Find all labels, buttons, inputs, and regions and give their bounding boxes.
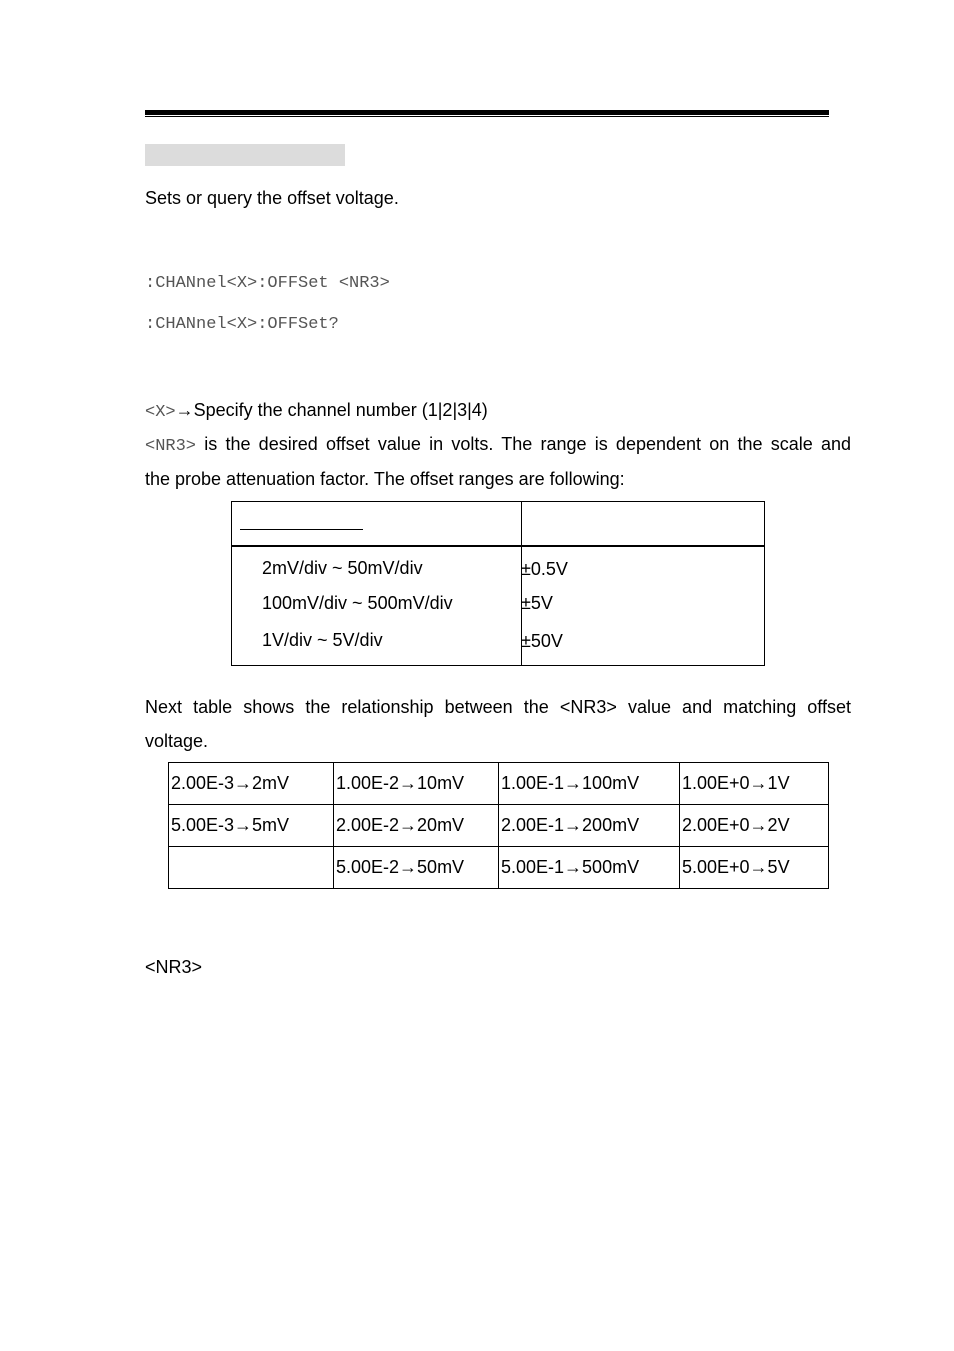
param-x-text: →Specify the channel number (1|2|3|4)	[175, 400, 488, 420]
table-cell: 5.00E-1→500mV	[499, 847, 680, 889]
range-value-2: ±5V	[521, 593, 553, 613]
table-row	[169, 805, 829, 847]
header-rule	[145, 110, 829, 115]
offset-range-table	[231, 501, 765, 666]
header-rule-thin	[145, 116, 829, 117]
section-heading-bar	[145, 144, 345, 166]
table-row	[169, 847, 829, 889]
range-scale-1: 2mV/div ~ 50mV/div	[262, 558, 423, 578]
relation-intro-line1: Next table shows the relationship between the <NR3> value and matching offset	[145, 697, 851, 717]
table-cell: 2.00E-1→200mV	[499, 805, 680, 847]
table-cell: 1.00E-1→100mV	[499, 763, 680, 805]
table-cell	[169, 847, 334, 889]
table-cell: 5.00E-2→50mV	[334, 847, 499, 889]
param-x-code: <X>	[145, 403, 176, 422]
header-underline	[240, 529, 363, 530]
table-cell: 2.00E-2→20mV	[334, 805, 499, 847]
table-cell: 1.00E+0→1V	[680, 763, 829, 805]
param-nr3-line1: <NR3> is the desired offset value in volts. The range is dependent on the scale and	[145, 434, 851, 456]
relation-intro-line2: voltage.	[145, 731, 209, 751]
relation-table	[168, 762, 829, 889]
syntax-set: :CHANnel<X>:OFFSet <NR3>	[145, 274, 390, 293]
return-format: <NR3>	[145, 957, 203, 977]
table-row	[169, 763, 829, 805]
range-scale-2: 100mV/div ~ 500mV/div	[262, 593, 453, 613]
table-cell: 2.00E+0→2V	[680, 805, 829, 847]
param-x	[145, 399, 488, 424]
param-nr3-line2: the probe attenuation factor. The offset ranges are following:	[145, 469, 625, 489]
range-value-3: ±50V	[521, 631, 563, 651]
table-cell: 2.00E-3→2mV	[169, 763, 334, 805]
param-nr3-code: <NR3>	[145, 437, 197, 456]
range-value-1: ±0.5V	[521, 559, 568, 579]
table-cell: 1.00E-2→10mV	[334, 763, 499, 805]
table-cell: 5.00E+0→5V	[680, 847, 829, 889]
table-cell: 5.00E-3→5mV	[169, 805, 334, 847]
table-header-rule	[232, 545, 764, 547]
syntax-query: :CHANnel<X>:OFFSet?	[145, 315, 339, 334]
description: Sets or query the offset voltage.	[145, 188, 399, 208]
range-scale-3: 1V/div ~ 5V/div	[262, 630, 383, 650]
